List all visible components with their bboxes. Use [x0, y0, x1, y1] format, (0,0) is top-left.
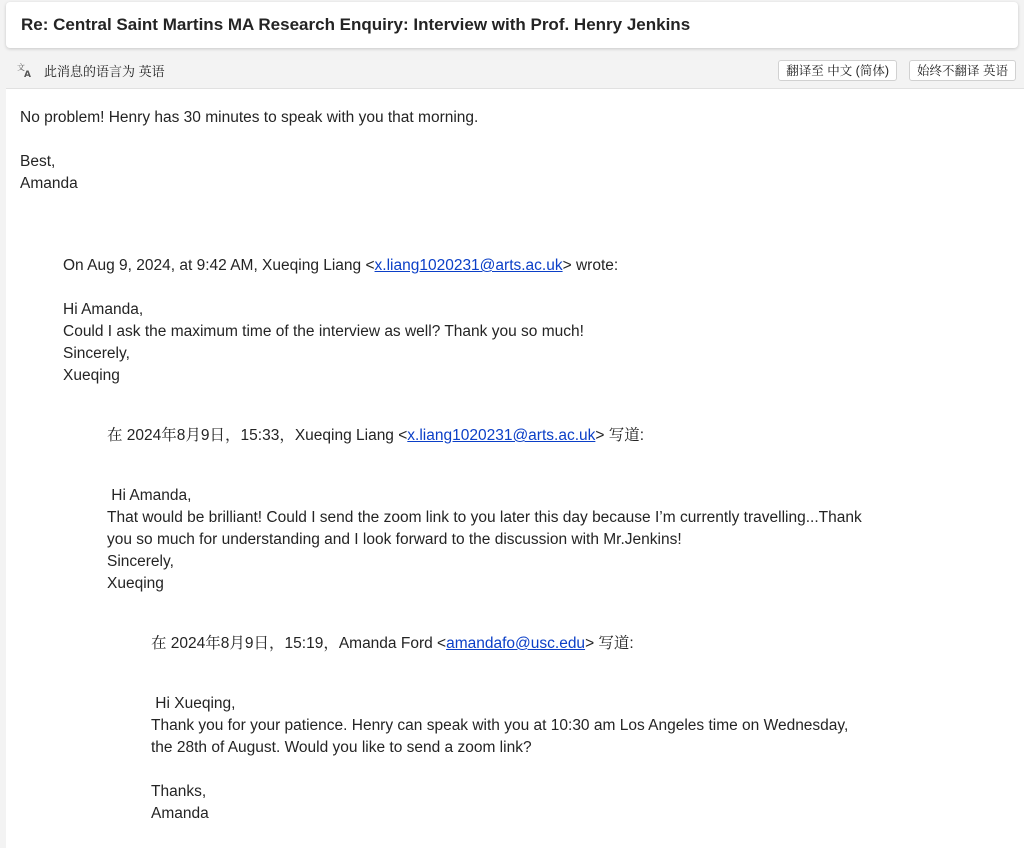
- language-notice: 此消息的语言为 英语: [44, 63, 165, 79]
- quote1-line: Could I ask the maximum time of the interview as well? Thank you so much!: [63, 323, 584, 340]
- quote1-signoff: Sincerely,: [63, 345, 130, 362]
- quote2-header: 在 2024年8月9日，15:33，Xueqing Liang <x.liang1020231@arts.ac.uk> 写道:: [107, 427, 645, 444]
- translate-icon: [17, 62, 35, 78]
- quote2-name: Xueqing: [107, 575, 164, 592]
- quote3-header: 在 2024年8月9日，15:19，Amanda Ford <amandafo@usc.edu> 写道:: [151, 635, 634, 652]
- quote1-header: On Aug 9, 2024, at 9:42 AM, Xueqing Liang <x.liang1020231@arts.ac.uk> wrote:: [63, 257, 619, 274]
- reply-name: Amanda: [20, 175, 78, 192]
- translation-bar: [6, 54, 1018, 86]
- reply-signoff: Best,: [20, 153, 56, 170]
- quote3-email-link[interactable]: amandafo@usc.edu: [446, 635, 586, 652]
- quote3-line2: the 28th of August. Would you like to send a zoom link?: [151, 739, 532, 756]
- quote2-greeting: Hi Amanda,: [107, 487, 192, 504]
- quote1-name: Xueqing: [63, 367, 120, 384]
- quote3-signoff: Thanks,: [151, 783, 207, 800]
- quote3-line1: Thank you for your patience. Henry can speak with you at 10:30 am Los Angeles time on Wednesday,: [151, 717, 849, 734]
- quote1-email-link[interactable]: x.liang1020231@arts.ac.uk: [374, 257, 563, 274]
- quote2-line2: you so much for understanding and I look forward to the discussion with Mr.Jenkins!: [107, 531, 682, 548]
- quote1-greeting: Hi Amanda,: [63, 301, 144, 318]
- svg-text:文: 文: [17, 63, 25, 72]
- reply-line: No problem! Henry has 30 minutes to speak with you that morning.: [20, 109, 479, 126]
- message-body: [6, 88, 1024, 848]
- email-subject: Re: Central Saint Martins MA Research Enquiry: Interview with Prof. Henry Jenkins: [21, 15, 691, 34]
- subject-header: [6, 2, 1018, 48]
- quote3-name: Amanda: [151, 805, 209, 822]
- quote2-email-link[interactable]: x.liang1020231@arts.ac.uk: [407, 427, 596, 444]
- translate-button[interactable]: 翻译至 中文 (简体): [778, 60, 897, 81]
- quote2-signoff: Sincerely,: [107, 553, 174, 570]
- quote3-greeting: Hi Xueqing,: [151, 695, 236, 712]
- svg-text:A: A: [24, 70, 31, 78]
- quote2-line1: That would be brilliant! Could I send the zoom link to you later this day because I’m currently travelling...Thank: [107, 509, 862, 526]
- never-translate-button[interactable]: 始终不翻译 英语: [909, 60, 1016, 81]
